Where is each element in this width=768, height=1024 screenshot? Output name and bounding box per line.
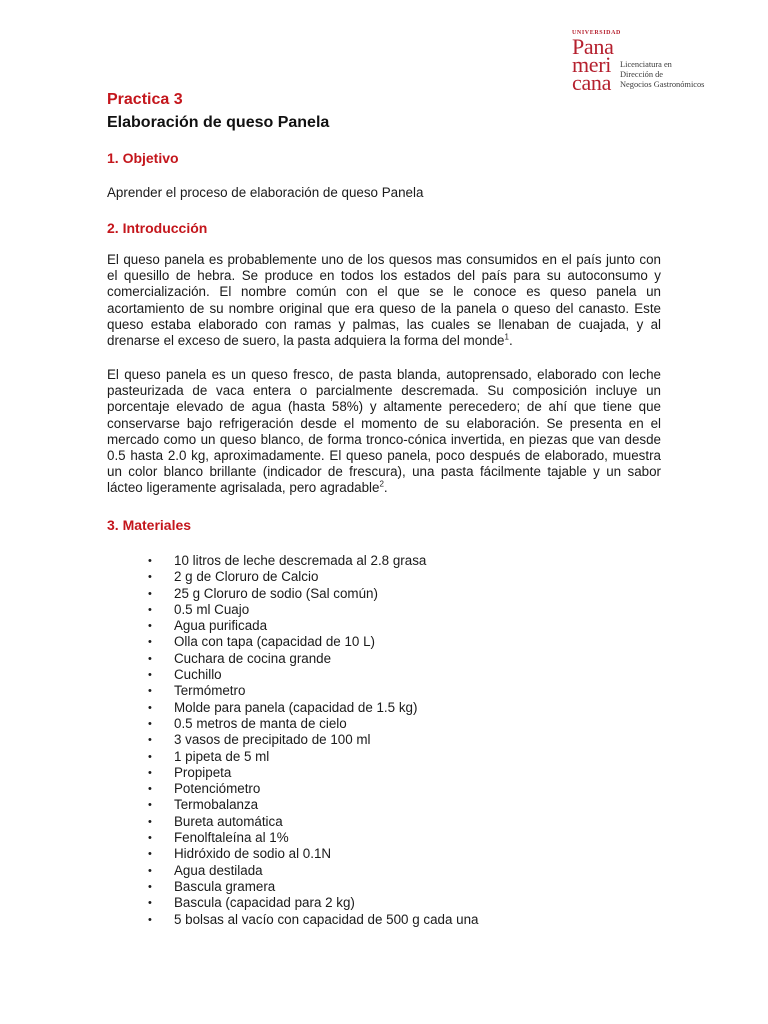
bullet-icon: • <box>148 897 152 910</box>
intro-paragraph-2 <box>107 367 661 497</box>
list-item-text: Agua purificada <box>174 618 268 634</box>
bullet-icon: • <box>148 799 152 812</box>
section-heading-introduccion: 2. Introducción <box>107 220 208 236</box>
list-item-text: Fenolftaleína al 1% <box>174 830 289 846</box>
list-item-text: Hidróxido de sodio al 0.1N <box>174 846 332 862</box>
bullet-icon: • <box>148 717 152 730</box>
logo-word-line-1: Pana <box>572 34 614 59</box>
logo-subtitle-line-2: Dirección de <box>620 70 664 79</box>
logo-word-line-3: cana <box>572 70 612 95</box>
list-item-text: Termómetro <box>174 683 246 699</box>
list-item-text: Termobalanza <box>174 797 259 813</box>
bullet-icon: • <box>148 669 152 682</box>
bullet-icon: • <box>148 750 152 763</box>
bullet-icon: • <box>148 832 152 845</box>
bullet-icon: • <box>148 587 152 600</box>
bullet-icon: • <box>148 555 152 567</box>
intro-paragraph-1-text: El queso panela es probablemente uno de los quesos mas consumidos en el país junto con el quesillo de hebra. Se produce en todos los estados del país para su autoconsumo y comercialización. El nombre común con el que se le conoce es queso panela un acortamiento de su nombre original que era queso de la panela o queso del canasto. Este queso estaba elaborado con ramas y palmas, las cuales se llenaban de cuajada, y al drenarse el exceso de suero, la pasta adquiera la forma del monde <box>107 252 661 349</box>
bullet-icon: • <box>148 783 152 796</box>
practice-number: Practica 3 <box>107 91 183 108</box>
list-item-text: 1 pipeta de 5 ml <box>174 748 270 764</box>
list-item-text: Olla con tapa (capacidad de 10 L) <box>174 634 375 650</box>
logo-subtitle-line-1: Licenciatura en <box>620 60 672 69</box>
bullet-icon: • <box>148 864 152 877</box>
list-item-text: 0.5 ml Cuajo <box>174 601 250 617</box>
list-item-text: Propipeta <box>174 764 232 780</box>
intro-paragraph-2-end: . <box>383 480 388 496</box>
list-item-text: Molde para panela (capacidad de 1.5 kg) <box>174 699 418 715</box>
footnote-ref-1: 1 <box>504 332 509 342</box>
bullet-icon: • <box>148 701 152 714</box>
list-item-text: 0.5 metros de manta de cielo <box>174 715 347 731</box>
bullet-icon: • <box>148 766 152 779</box>
intro-paragraph-1-end: . <box>508 333 513 349</box>
list-item-text: Bureta automática <box>174 813 283 829</box>
logo-university-label: UNIVERSIDAD <box>572 30 621 36</box>
list-item-text: Cuchillo <box>174 667 222 683</box>
list-item-text: 3 vasos de precipitado de 100 ml <box>174 732 371 748</box>
objetivo-text: Aprender el proceso de elaboración de queso Panela <box>107 185 424 200</box>
bullet-icon: • <box>148 848 152 861</box>
bullet-icon: • <box>148 620 152 633</box>
bullet-icon: • <box>148 571 152 584</box>
page-title: Elaboración de queso Panela <box>107 114 330 131</box>
list-item-text: Potenciómetro <box>174 781 261 797</box>
list-item-text: Bascula (capacidad para 2 kg) <box>174 895 355 911</box>
intro-paragraph-1 <box>107 252 661 349</box>
list-item-text: Bascula gramera <box>174 878 276 894</box>
footnote-ref-2: 2 <box>379 479 384 489</box>
logo-subtitle-line-3: Negocios Gastronómicos <box>620 80 705 89</box>
logo-word-line-2: meri <box>572 52 612 77</box>
intro-paragraph-2-text: El queso panela es un queso fresco, de pasta blanda, autoprensado, elaborado con leche pasteurizada de vaca entera o parcialmente descremada. Su composición incluye un porcentaje elevado de agua (hasta 58%) y altamente perecedero; de ahí que tiene que conservarse bajo refrigeración desde el momento de su elaboración. Se presenta en el mercado como un queso blanco, de forma tronco-cónica invertida, en piezas que van desde 0.5 hasta 2.0 kg, aproximadamente. El queso panela, poco después de elaborado, muestra un color blanco brillante (indicador de frescura), una pasta fácilmente tajable y un sabor lácteo ligeramente agrisalada, pero agradable <box>107 367 661 496</box>
section-heading-objetivo: 1. Objetivo <box>107 150 179 166</box>
section-heading-materiales: 3. Materiales <box>107 517 192 533</box>
bullet-icon: • <box>148 685 152 698</box>
list-item-text: Agua destilada <box>174 862 263 878</box>
list-item-text: 5 bolsas al vacío con capacidad de 500 g cada una <box>174 911 479 927</box>
list-item-text: Cuchara de cocina grande <box>174 650 332 666</box>
bullet-icon: • <box>148 880 152 893</box>
list-item-text: 2 g de Cloruro de Calcio <box>174 569 319 585</box>
list-item-text: 10 litros de leche descremada al 2.8 grasa <box>174 553 427 568</box>
list-item-text: 25 g Cloruro de sodio (Sal común) <box>174 585 378 601</box>
university-logo <box>572 30 732 94</box>
bullet-icon: • <box>148 734 152 747</box>
bullet-icon: • <box>148 636 152 649</box>
bullet-icon: • <box>148 652 152 665</box>
bullet-icon: • <box>148 913 152 926</box>
bullet-icon: • <box>148 815 152 828</box>
bullet-icon: • <box>148 603 152 616</box>
